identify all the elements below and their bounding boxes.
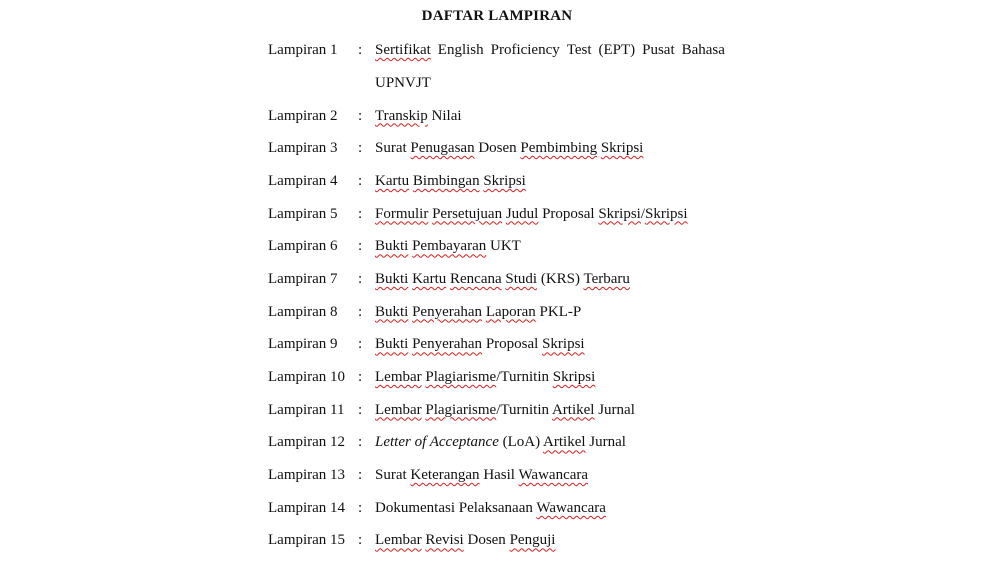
title-line: UPNVJT: [375, 75, 431, 91]
attachment-title: [375, 269, 725, 289]
list-item: [268, 204, 728, 237]
list-item: [268, 530, 728, 563]
title-segment: (LoA): [498, 434, 544, 451]
title-word: English: [437, 42, 484, 58]
spellcheck-word: Bukti: [375, 336, 409, 353]
title-segment: Letter of Acceptance: [375, 434, 499, 451]
separator-colon: :: [358, 369, 363, 385]
attachment-label: Lampiran 7: [268, 270, 338, 287]
spellcheck-word: Keterangan: [410, 467, 480, 484]
separator-colon: :: [358, 140, 363, 157]
separator-colon: :: [358, 42, 363, 58]
attachment-title: [375, 498, 725, 518]
attachment-title: [375, 34, 725, 100]
spellcheck-word: Skripsi: [600, 140, 644, 157]
title-segment: Dosen: [463, 532, 510, 549]
separator-colon: :: [358, 336, 363, 353]
title-segment: PKL-P: [535, 303, 582, 320]
list-item: [268, 302, 728, 335]
spellcheck-word: Skripsi: [645, 205, 688, 222]
title-word: Proficiency: [490, 42, 560, 58]
spellcheck-word: Artikel: [543, 434, 586, 451]
spellcheck-word: Skripsi: [483, 172, 526, 189]
spellcheck-word: Lembar: [375, 401, 422, 418]
separator-colon: :: [358, 238, 363, 255]
attachment-label: Lampiran 3: [268, 140, 338, 157]
separator-colon: :: [358, 467, 363, 484]
attachment-title: [375, 171, 725, 191]
list-item: [268, 334, 728, 367]
attachment-label: Lampiran 12: [268, 434, 346, 451]
title-word: Pusat: [642, 42, 675, 58]
attachment-label: Lampiran 8: [268, 303, 338, 320]
spellcheck-word: Bimbingan: [412, 172, 480, 189]
spellcheck-word: Judul: [505, 205, 539, 222]
title-segment: Surat: [375, 467, 411, 484]
title-segment: Proposal: [482, 336, 543, 353]
spellcheck-word: Penyerahan: [412, 336, 483, 353]
spellcheck-word: Skripsi: [542, 336, 585, 353]
spellcheck-word: Kartu: [412, 270, 447, 287]
separator-colon: :: [358, 499, 363, 516]
separator-colon: :: [358, 205, 363, 222]
spellcheck-word: Persetujuan: [432, 205, 503, 222]
spellcheck-word: Rencana: [450, 270, 502, 287]
list-item: [268, 106, 728, 139]
attachment-label: Lampiran 13: [268, 467, 346, 484]
attachment-label: Lampiran 15: [268, 532, 346, 549]
spellcheck-word: Bukti: [375, 238, 409, 255]
spellcheck-word: Wawancara: [518, 467, 589, 484]
title-segment: Jurnal: [594, 401, 635, 418]
spellcheck-word: Laporan: [485, 303, 536, 320]
spellcheck-word: Formulir: [375, 205, 429, 222]
list-item: [268, 138, 728, 171]
list-item: [268, 269, 728, 302]
attachment-title: [375, 138, 725, 158]
spellcheck-word: Transkip: [375, 107, 428, 124]
title-segment: /Turnitin: [496, 401, 552, 418]
spellcheck-word: Kartu: [375, 172, 410, 189]
list-item: [268, 465, 728, 498]
title-segment: Dokumentasi Pelaksanaan: [375, 499, 537, 516]
title-segment: Hasil: [479, 467, 519, 484]
list-item: [268, 432, 728, 465]
title-line: [375, 34, 725, 67]
attachment-list: [268, 40, 728, 563]
list-item: [268, 236, 728, 269]
attachment-label: Lampiran 14: [268, 499, 346, 516]
title-segment: (KRS): [537, 270, 584, 287]
spellcheck-word: Pembayaran: [412, 238, 487, 255]
attachment-label: Lampiran 6: [268, 238, 338, 255]
title-word: (EPT): [598, 42, 636, 58]
spellcheck-word: Penyerahan: [412, 303, 483, 320]
spellcheck-word: Plagiarisme: [425, 401, 497, 418]
spellcheck-word: Plagiarisme: [425, 369, 497, 385]
title-segment: /Turnitin: [496, 369, 553, 385]
spellcheck-word: Lembar: [375, 369, 422, 385]
spellcheck-word: Bukti: [375, 270, 409, 287]
attachment-title: [375, 236, 725, 256]
attachment-title: [375, 302, 725, 322]
spellcheck-word: Artikel: [551, 401, 595, 418]
separator-colon: :: [358, 303, 363, 320]
title-word: Bahasa: [681, 42, 725, 58]
spellcheck-word: Wawancara: [536, 499, 606, 516]
spellcheck-word: Pembimbing: [520, 140, 598, 157]
attachment-title: [375, 432, 725, 452]
attachment-label: Lampiran 2: [268, 107, 338, 124]
title-word: Test: [566, 42, 592, 58]
list-item: [268, 367, 728, 400]
separator-colon: :: [358, 107, 363, 124]
spellcheck-word: Skripsi: [552, 369, 596, 385]
page-title: DAFTAR LAMPIRAN: [421, 8, 573, 24]
attachment-title: [375, 530, 725, 550]
attachment-label: Lampiran 5: [268, 205, 338, 222]
spellcheck-word: Skripsi: [598, 205, 641, 222]
spellcheck-word: Bukti: [375, 303, 409, 320]
title-segment: Jurnal: [585, 434, 626, 451]
list-item: [268, 40, 728, 106]
attachment-label: Lampiran 1: [268, 42, 338, 58]
attachment-title: [375, 465, 725, 485]
title-segment: /: [640, 205, 646, 222]
separator-colon: :: [358, 172, 363, 189]
attachment-title: [375, 106, 725, 126]
title-segment: Proposal: [538, 205, 599, 222]
title-segment: Nilai: [427, 107, 462, 124]
title-segment: Surat: [375, 140, 411, 157]
spellcheck-word: Penguji: [509, 532, 556, 549]
list-item: [268, 498, 728, 531]
separator-colon: :: [358, 434, 363, 451]
attachment-title: [375, 400, 725, 420]
separator-colon: :: [358, 270, 363, 287]
attachment-title: [375, 367, 725, 387]
attachment-label: Lampiran 9: [268, 336, 338, 353]
title-word: Sertifikat: [375, 42, 431, 58]
title-segment: Dosen: [474, 140, 521, 157]
attachment-label: Lampiran 10: [268, 369, 346, 385]
attachment-label: Lampiran 11: [268, 401, 345, 418]
attachment-title: [375, 204, 725, 224]
attachment-label: Lampiran 4: [268, 172, 338, 189]
separator-colon: :: [358, 401, 363, 418]
spellcheck-word: Revisi: [425, 532, 464, 549]
attachment-title: [375, 334, 725, 354]
spellcheck-word: Penugasan: [410, 140, 475, 157]
list-item: [268, 171, 728, 204]
spellcheck-word: Lembar: [375, 532, 422, 549]
spellcheck-word: Terbaru: [583, 270, 630, 287]
spellcheck-word: Studi: [505, 270, 538, 287]
list-item: [268, 400, 728, 433]
separator-colon: :: [358, 532, 363, 549]
title-segment: UKT: [486, 238, 521, 255]
